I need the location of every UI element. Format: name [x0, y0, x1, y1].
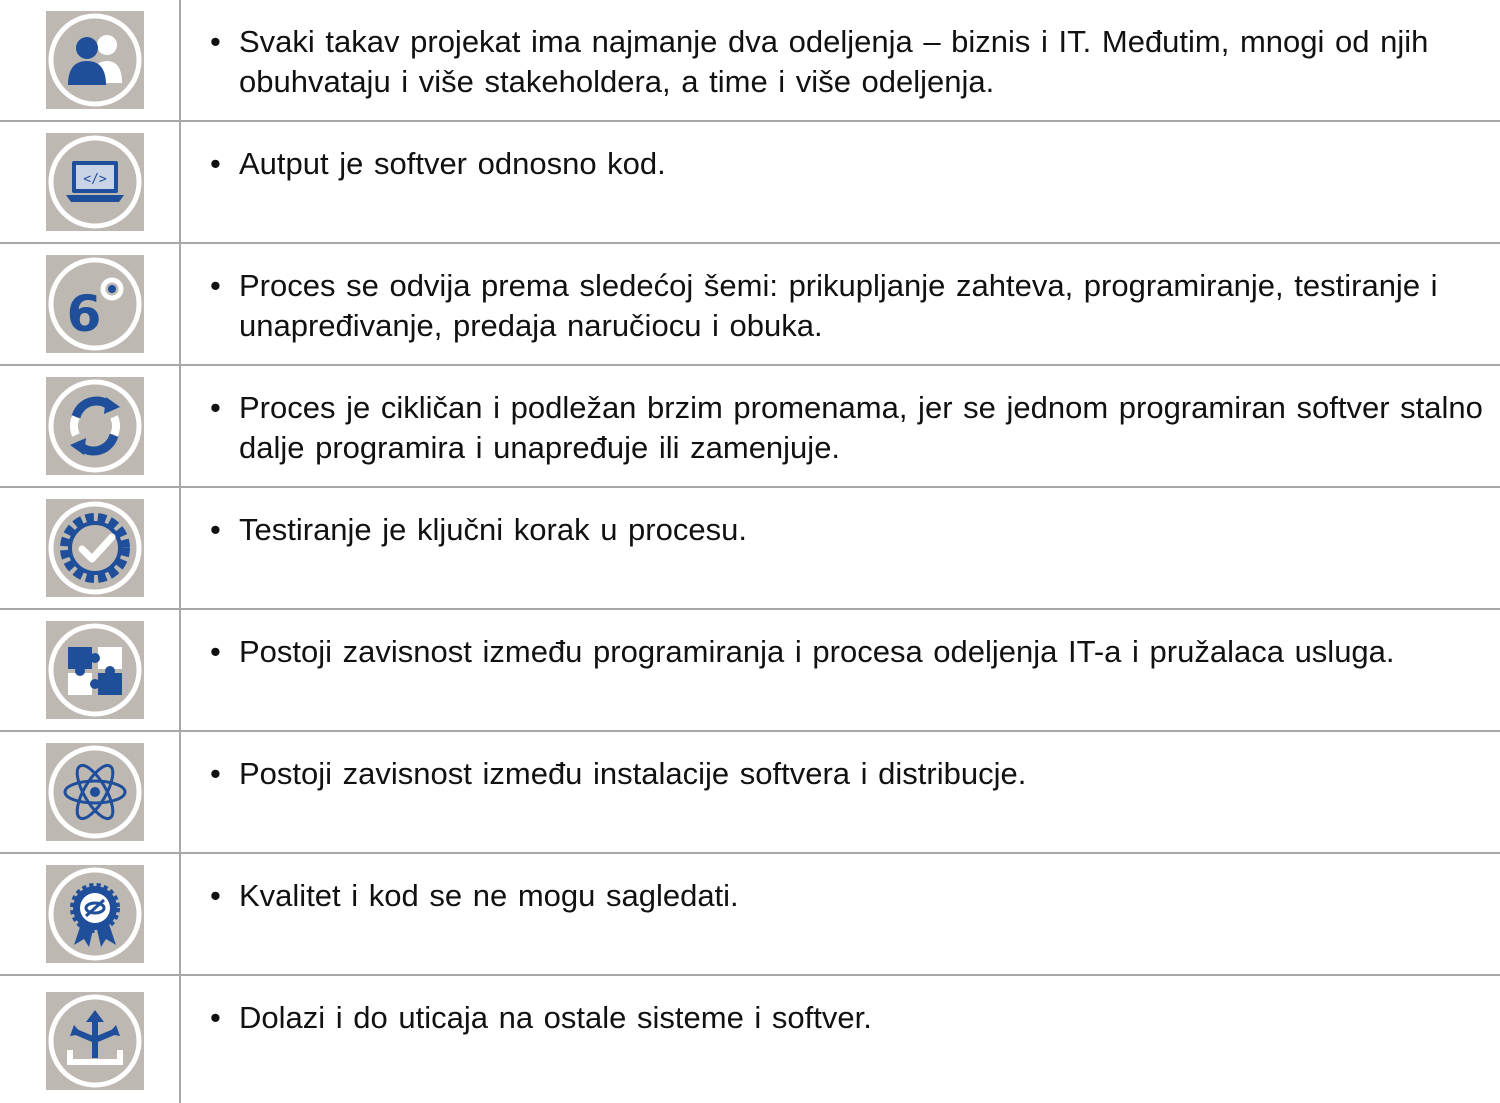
item-text: • Dolazi i do uticaja na ostale sisteme i softver. [210, 1000, 872, 1035]
svg-text:</>: </> [83, 172, 107, 187]
list-item [0, 0, 1500, 122]
list-item [0, 610, 1500, 732]
item-text: • Kvalitet i kod se ne mogu sagledati. [210, 878, 739, 913]
users-icon [46, 11, 144, 109]
six-sigma-icon [46, 255, 144, 353]
gear-check-icon [46, 499, 144, 597]
svg-text:6: 6 [66, 285, 102, 343]
item-text: • Autput je softver odnosno kod. [210, 146, 666, 181]
item-text: • Svaki takav projekat ima najmanje dva odeljenja – biznis i IT. Međutim, mnogi od njih obuhvataju i više stakeholdera, a time i više odeljenja. [210, 24, 1429, 99]
list-item [0, 488, 1500, 610]
laptop-code-icon [46, 133, 144, 231]
item-text: • Testiranje je ključni korak u procesu. [210, 512, 747, 547]
quality-badge-icon [46, 865, 144, 963]
list-item [0, 366, 1500, 488]
item-text: • Postoji zavisnost između programiranja i procesa odeljenja IT-a i pružalaca usluga. [210, 634, 1395, 669]
list-item [0, 732, 1500, 854]
puzzle-icon [46, 621, 144, 719]
list-item [0, 244, 1500, 366]
item-text: • Proces je cikličan i podležan brzim promenama, jer se jednom programiran softver stalno dalje programira i unapređuje ili zamenjuje. [210, 390, 1483, 465]
cycle-arrows-icon [46, 377, 144, 475]
item-text: • Proces se odvija prema sledećoj šemi: prikupljanje zahteva, programiranje, testiranje i unapređivanje, predaja naručiocu i obuka. [210, 268, 1438, 343]
list-item [0, 854, 1500, 976]
list-item [0, 122, 1500, 244]
list-item [0, 976, 1500, 1103]
item-text: • Postoji zavisnost između instalacije softvera i distribucje. [210, 756, 1027, 791]
split-arrows-icon [46, 992, 144, 1090]
atom-icon [46, 743, 144, 841]
